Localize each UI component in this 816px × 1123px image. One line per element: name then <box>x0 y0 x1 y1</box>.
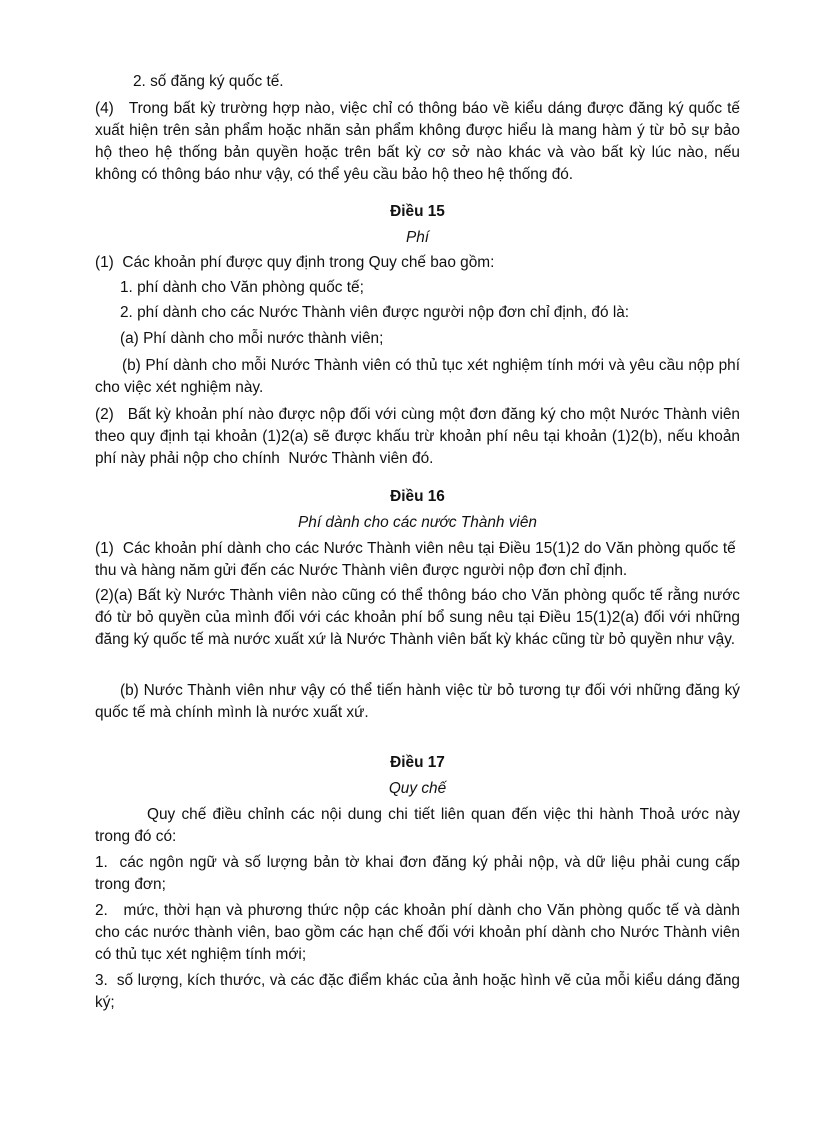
article-17-item-1: 1. các ngôn ngữ và số lượng bản tờ khai đơn đăng ký phải nộp, và dữ liệu phải cung cấp trong đơn; <box>95 854 740 893</box>
article-17-item-3: 3. số lượng, kích thước, và các đặc điểm khác của ảnh hoặc hình vẽ của mỗi kiểu dáng đăng ký; <box>95 972 740 1011</box>
article-15-para-2: (2) Bất kỳ khoản phí nào được nộp đối với cùng một đơn đăng ký cho một Nước Thành viên theo quy định tại khoản (1)2(a) sẽ được khấu trừ khoản phí nêu tại khoản (1)2(b), nếu khoản phí này phải nộp cho chính Nước Thành viên đó. <box>95 406 740 467</box>
article-17-subtitle: Quy chế <box>388 780 447 797</box>
article-17-item-2: 2. mức, thời hạn và phương thức nộp các khoản phí dành cho Văn phòng quốc tế và dành cho các nước thành viên, bao gồm các hạn chế đối với khoản phí dành cho Nước Thành viên có thủ tục xét nghiệm tính mới; <box>95 902 740 963</box>
article-15-item-2a: (a) Phí dành cho mỗi nước thành viên; <box>120 330 384 347</box>
article-16-para-2a: (2)(a) Bất kỳ Nước Thành viên nào cũng có thể thông báo cho Văn phòng quốc tế rằng nước đó từ bỏ quyền của mình đối với các khoản phí bổ sung nêu tại Điều 15(1)2(a) đối với những đăng ký quốc tế mà nước xuất xứ là Nước Thành viên bất kỳ khác cũng từ bỏ quyền như vậy. <box>95 587 740 648</box>
article-15-item-1: 1. phí dành cho Văn phòng quốc tế; <box>120 279 364 296</box>
article-15-item-2b: (b) Phí dành cho mỗi Nước Thành viên có thủ tục xét nghiệm tính mới và yêu cầu nộp phí cho việc xét nghiệm này. <box>95 357 740 396</box>
article-16-para-1: (1) Các khoản phí dành cho các Nước Thành viên nêu tại Điều 15(1)2 do Văn phòng quốc tế thu và hàng năm gửi đến các Nước Thành viên được người nộp đơn chỉ định. <box>95 540 740 579</box>
article-15-subtitle: Phí <box>405 229 430 246</box>
article-16-subtitle: Phí dành cho các nước Thành viên <box>298 514 537 531</box>
paragraph-4: (4) Trong bất kỳ trường hợp nào, việc chỉ có thông báo về kiểu dáng được đăng ký quốc tế xuất hiện trên sản phẩm hoặc nhãn sản phẩm không được hiểu là mang hàm ý từ bỏ sự bảo hộ theo hệ thống bản quyền hoặc trên bất kỳ cơ sở nào khác và vào bất kỳ lúc nào, nếu không có thông báo như vậy, có thể yêu cầu bảo hộ theo hệ thống đó. <box>95 100 740 183</box>
list-item-intl-registration-number: 2. số đăng ký quốc tế. <box>133 73 284 90</box>
article-16-para-2b: (b) Nước Thành viên như vậy có thể tiến hành việc từ bỏ tương tự đối với những đăng ký quốc tế mà chính mình là nước xuất xứ. <box>95 682 740 721</box>
article-16-heading: Điều 16 <box>390 488 445 505</box>
article-15-item-2: 2. phí dành cho các Nước Thành viên được người nộp đơn chỉ định, đó là: <box>120 304 630 321</box>
article-15-para-1: (1) Các khoản phí được quy định trong Quy chế bao gồm: <box>95 254 495 271</box>
article-17-heading: Điều 17 <box>390 754 445 771</box>
article-15-heading: Điều 15 <box>390 203 445 220</box>
article-17-intro: Quy chế điều chỉnh các nội dung chi tiết liên quan đến việc thi hành Thoả ước này trong đó có: <box>95 806 740 845</box>
